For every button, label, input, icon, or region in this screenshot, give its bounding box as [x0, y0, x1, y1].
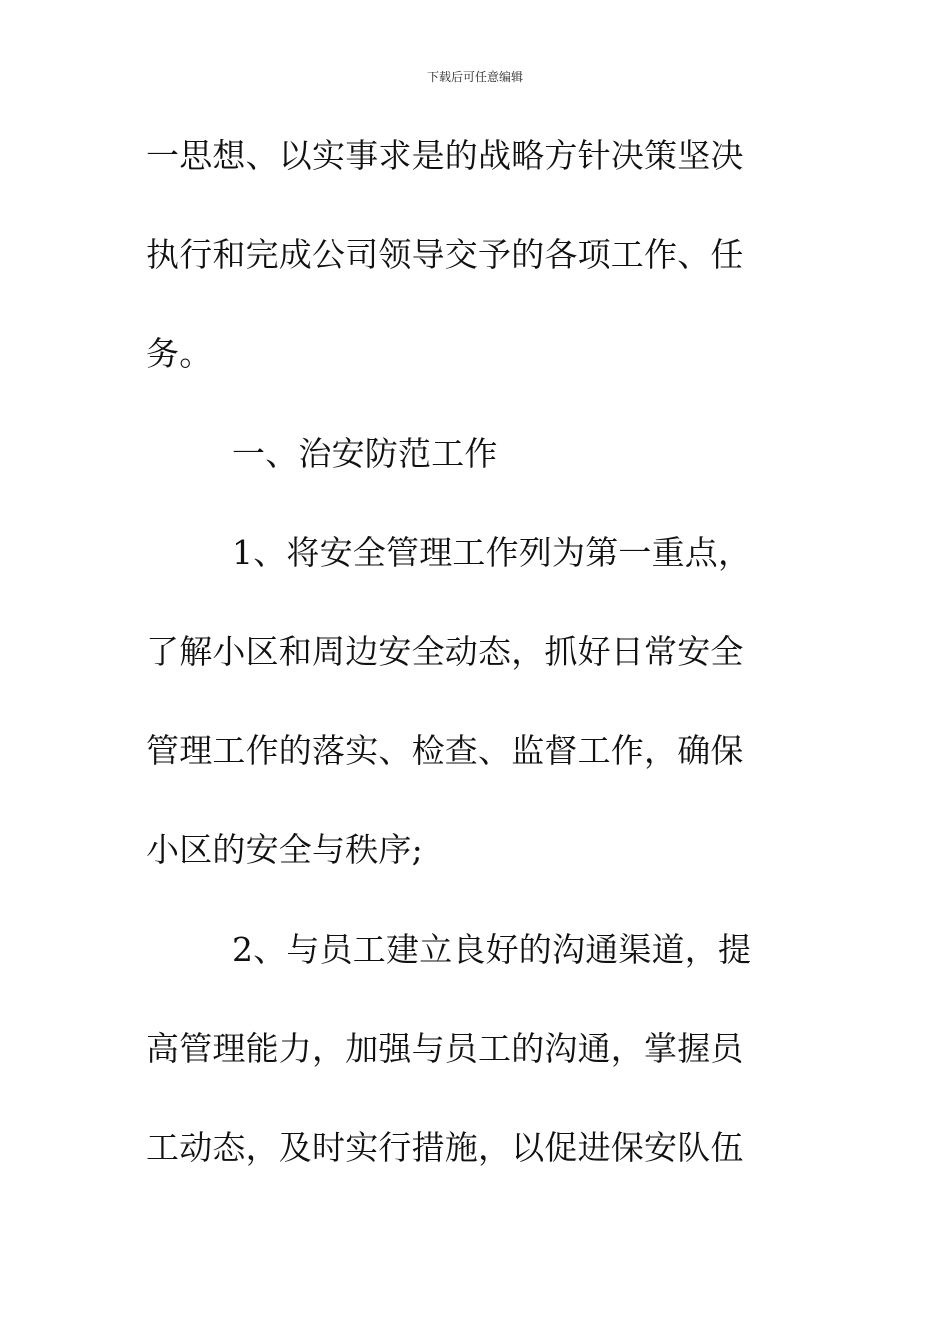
- page-header-note: 下载后可任意编辑: [426, 70, 523, 84]
- paragraph-line: 管理工作的落实、检查、监督工作，确保: [146, 731, 744, 771]
- document-body: [146, 124, 786, 1215]
- paragraph-line: 工动态，及时实行措施，以促进保安队伍: [146, 1127, 744, 1167]
- paragraph-line: 务。: [146, 334, 213, 374]
- paragraph-line: 执行和完成公司领导交予的各项工作、任: [146, 235, 744, 275]
- paragraph-line: 一思想、以实事求是的战略方针决策坚决: [146, 136, 744, 175]
- list-item-start: 2、与员工建立良好的沟通渠道，提: [232, 929, 752, 969]
- section-heading: 一、治安防范工作: [232, 433, 498, 473]
- paragraph-line: 高管理能力，加强与员工的沟通，掌握员: [146, 1028, 744, 1068]
- paragraph-line: 小区的安全与秩序;: [146, 830, 423, 870]
- paragraph-line: 了解小区和周边安全动态，抓好日常安全: [146, 631, 744, 671]
- list-item-start: 1、将安全管理工作列为第一重点，: [232, 532, 752, 572]
